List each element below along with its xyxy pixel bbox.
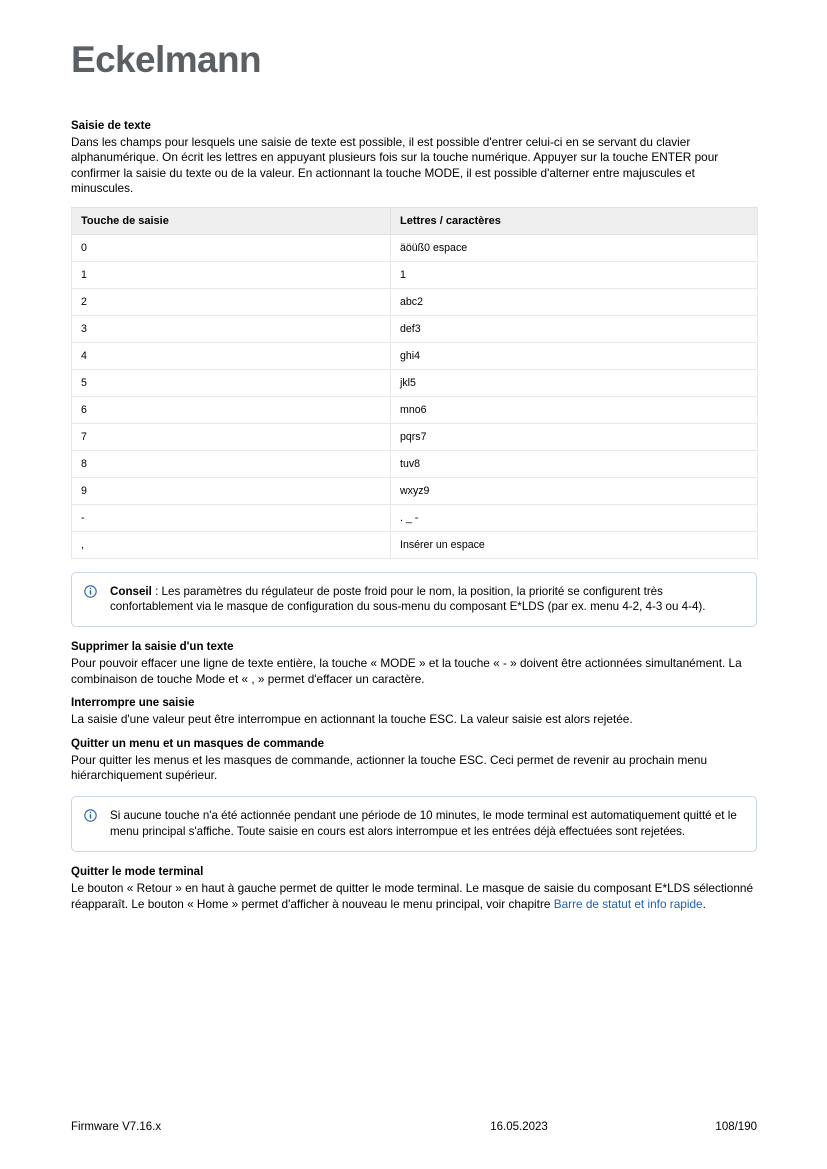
section-body-text-entry: Dans les champs pour lesquels une saisie de texte est possible, il est possible d'entrer celui-ci en se servant du clavier alphanumérique. On écrit les lettres en appuyant plusieurs fois sur la touche numérique. Appuyer sur la touche ENTER pour confirmer la saisie du texte ou de la valeur. En actionnant la touche MODE, il est possible d'alterner entre majuscules et minuscules. bbox=[71, 135, 719, 196]
section-body-quit-terminal bbox=[71, 881, 757, 912]
table-row bbox=[72, 396, 758, 423]
callout-note-text: Si aucune touche n'a été actionnée pendant une période de 10 minutes, le mode terminal est automatiquement quitté et le menu principal s'affiche. Toute saisie en cours est alors interrompue et les entrées déjà effectuées sont rejetées. bbox=[110, 809, 737, 838]
page-footer bbox=[71, 1121, 757, 1133]
cell-chars: tuv8 bbox=[391, 450, 758, 477]
callout-tip-separator: : bbox=[151, 584, 162, 598]
page-header bbox=[71, 38, 757, 90]
footer-firmware-version: Firmware V7.16.x bbox=[71, 1121, 162, 1133]
cell-chars: jkl5 bbox=[391, 369, 758, 396]
cell-key: , bbox=[72, 531, 391, 558]
section-title-delete-entry: Supprimer la saisie d'un texte bbox=[71, 641, 234, 654]
cell-key: - bbox=[72, 504, 391, 531]
section-title-text-entry: Saisie de texte bbox=[71, 120, 151, 132]
callout-tip-body: Les paramètres du régulateur de poste froid pour le nom, la position, la priorité se configurent très confortablement via le masque de configuration du sous-menu du composant E*LDS (par ex. menu 4-2, 4-3 ou 4-4). bbox=[110, 584, 706, 614]
footer-date: 16.05.2023 bbox=[490, 1121, 548, 1133]
cell-key: 8 bbox=[72, 450, 391, 477]
table-row bbox=[72, 261, 758, 288]
table-header-chars: Lettres / caractères bbox=[391, 207, 758, 234]
company-logo: Eckelmann bbox=[71, 39, 261, 80]
table-row bbox=[72, 450, 758, 477]
cell-key: 7 bbox=[72, 423, 391, 450]
info-circle-icon bbox=[84, 584, 110, 598]
info-circle-icon bbox=[84, 808, 110, 822]
table-row bbox=[72, 315, 758, 342]
page-content bbox=[71, 119, 757, 912]
table-row bbox=[72, 504, 758, 531]
footer-page-number: 108/190 bbox=[715, 1121, 757, 1133]
section-body-interrupt-entry: La saisie d'une valeur peut être interrompue en actionnant la touche ESC. La valeur saisie est alors rejetée. bbox=[71, 712, 633, 727]
cell-key: 0 bbox=[72, 234, 391, 261]
table-row bbox=[72, 342, 758, 369]
cell-chars: pqrs7 bbox=[391, 423, 758, 450]
table-row bbox=[72, 369, 758, 396]
table-body bbox=[72, 234, 758, 558]
table-header-row bbox=[72, 207, 758, 234]
cell-chars: äöüß0 espace bbox=[391, 234, 758, 261]
key-character-table bbox=[71, 207, 758, 559]
callout-note bbox=[71, 796, 757, 852]
section-title-quit-menu: Quitter un menu et un masques de commande bbox=[71, 737, 325, 750]
cell-key: 3 bbox=[72, 315, 391, 342]
cell-key: 4 bbox=[72, 342, 391, 369]
cell-key: 6 bbox=[72, 396, 391, 423]
table-row bbox=[72, 531, 758, 558]
quit-terminal-text-after-link: . bbox=[702, 896, 706, 911]
section-title-interrupt-entry: Interrompre une saisie bbox=[71, 697, 195, 710]
cell-chars: Insérer un espace bbox=[391, 531, 758, 558]
section-title-quit-terminal: Quitter le mode terminal bbox=[71, 866, 204, 879]
cell-key: 1 bbox=[72, 261, 391, 288]
cell-chars: . _ - bbox=[391, 504, 758, 531]
section-body-delete-entry: Pour pouvoir effacer une ligne de texte entière, la touche « MODE » et la touche « - » doivent être actionnées simultanément. La combinaison de touche Mode et « , » permet d'effacer un caractère. bbox=[71, 656, 742, 686]
cell-chars: ghi4 bbox=[391, 342, 758, 369]
cell-key: 5 bbox=[72, 369, 391, 396]
table-row bbox=[72, 477, 758, 504]
table-row bbox=[72, 423, 758, 450]
cell-key: 9 bbox=[72, 477, 391, 504]
table-row bbox=[72, 288, 758, 315]
cell-chars: def3 bbox=[391, 315, 758, 342]
callout-tip-label: Conseil bbox=[110, 584, 152, 598]
table-header-key: Touche de saisie bbox=[72, 207, 391, 234]
callout-tip-text bbox=[110, 584, 742, 615]
table-row bbox=[72, 234, 758, 261]
cell-key: 2 bbox=[72, 288, 391, 315]
cell-chars: abc2 bbox=[391, 288, 758, 315]
chapter-link-status-bar[interactable]: Barre de statut et info rapide bbox=[553, 896, 703, 911]
cell-chars: 1 bbox=[391, 261, 758, 288]
cell-chars: wxyz9 bbox=[391, 477, 758, 504]
quit-terminal-text-before-link: Le bouton « Retour » en haut à gauche permet de quitter le mode terminal. Le masque de saisie du composant E*LDS sélectionné réapparaît. Le bouton « Home » permet d'afficher à nouveau le menu principal, voir chapitre bbox=[71, 881, 754, 911]
section-body-quit-menu: Pour quitter les menus et les masques de commande, actionner la touche ESC. Ceci permet de revenir au prochain menu hiérarchiquement supérieur. bbox=[71, 752, 708, 783]
cell-chars: mno6 bbox=[391, 396, 758, 423]
callout-tip bbox=[71, 572, 757, 628]
